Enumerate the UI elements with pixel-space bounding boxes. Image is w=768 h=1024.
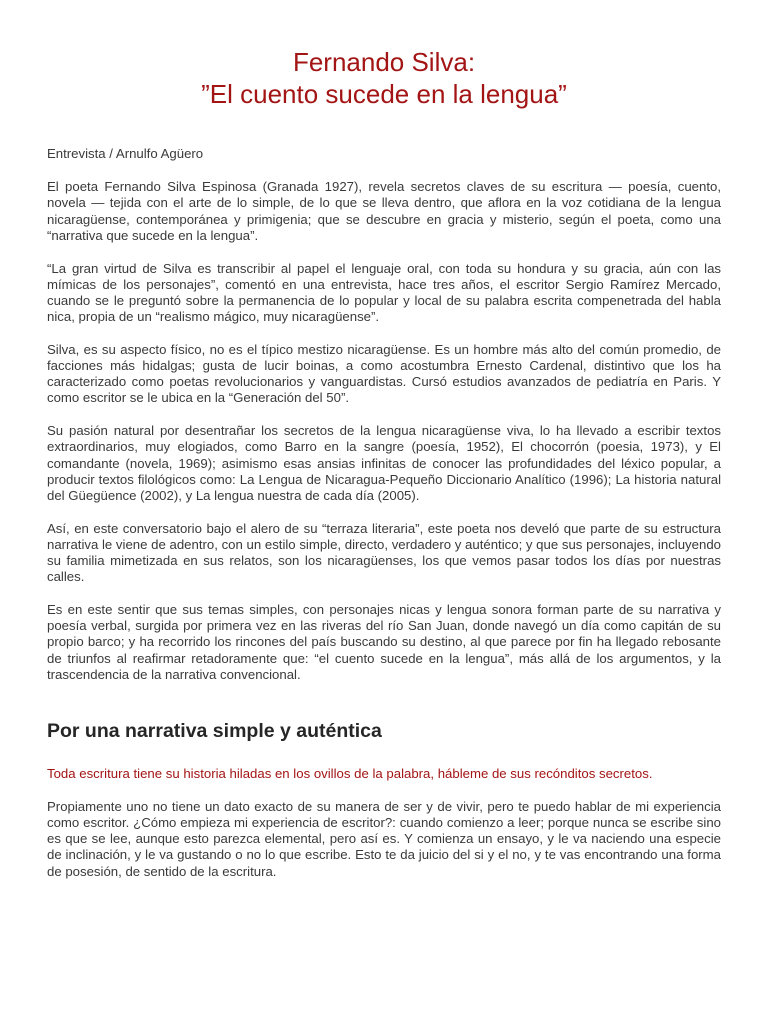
paragraph-4: Su pasión natural por desentrañar los secretos de la lengua nicaragüense viva, lo ha llevado a escribir textos extraordinarios, muy elogiados, como Barro en la sangre (poesía, 1952), El chocorrón (poesia, 1973), y El comandante (novela, 1969); asimismo esas ansias infinitas de conocer las profundidades del léxico popular, a producir textos filológicos como: La Lengua de Nicaragua-Pequeño Diccionario Analítico (1996); La historia natural del Güegüence (2002), y La lengua nuestra de cada día (2005).	[47, 423, 721, 503]
paragraph-6: Es en este sentir que sus temas simples, con personajes nicas y lengua sonora forman parte de su narrativa y poesía verbal, surgida por primera vez en las riveras del río San Juan, donde navegó un día como capitán de su propio barco; y ha recorrido los rincones del país buscando su destino, al que parece por fin ha llegado rebosante de triunfos al reafirmar retadoramente que: “el cuento sucede en la lengua”, más allá de los argumentos, y la trascendencia de la narrativa convencional.	[47, 601, 721, 682]
paragraph-5: Así, en este conversatorio bajo el alero de su “terraza literaria”, este poeta nos develó que parte de su estructura narrativa le viene de adentro, con un estilo simple, directo, verdadero y auténtico; y que sus personajes, incluyendo su familia mimetizada en sus relatos, son los nicaragüenses, los que vemos pasar todos los días por nuestras calles.	[47, 520, 721, 585]
article-body	[47, 146, 721, 896]
interview-question: Toda escritura tiene su historia hiladas en los ovillos de la palabra, hábleme de sus recónditos secretos.	[47, 765, 653, 781]
paragraph-2: “La gran virtud de Silva es transcribir al papel el lenguaje oral, con toda su hondura y su gracia, aún con las mímicas de los personajes”, comentó en una entrevista, hace tres años, el escritor Sergio Ramírez Mercado, cuando se le preguntó sobre la permanencia de lo popular y local de su palabra escrita compenetrada del habla nica, propia de un “realismo mágico, muy nicaragüense”.	[47, 260, 721, 325]
paragraph-3: Silva, es su aspecto físico, no es el típico mestizo nicaragüense. Es un hombre más alto del común promedio, de facciones más hidalgas; gusta de lucir boinas, a como acostumbra Ernesto Cardenal, distintivo que los ha caracterizado como poetas revolucionarios y vanguardistas. Cursó estudios avanzados de pediatría en Paris. Y como escritor se le ubica en la “Generación del 50”.	[47, 341, 721, 406]
paragraph-1: El poeta Fernando Silva Espinosa (Granada 1927), revela secretos claves de su escritura — poesía, cuento, novela — tejida con el arte de lo simple, de lo que se lleva dentro, que aflora en la voz cotidiana de la lengua nicaragüense, contemporánea y primigenia; que se descubre en gracia y misterio, según el poeta, como una “narrativa que sucede en la lengua”.	[47, 179, 721, 243]
section-heading: Por una narrativa simple y auténtica	[47, 719, 382, 742]
byline: Entrevista / Arnulfo Agüero	[47, 146, 204, 161]
interview-answer: Propiamente uno no tiene un dato exacto de su manera de ser y de vivir, pero te puedo hablar de mi experiencia como escritor. ¿Cómo empieza mi experiencia de escritor?: cuando comienzo a leer; porque nunca se escribe sino es que se lee, aunque esto parezca elemental, pero así es. Y comienza un ensayo, y le va naciendo una especie de inclinación, y le va gustando o no lo que escribe. Esto te da juicio del si y el no, y te vas encontrando una forma de posesión, de sentido de la escritura.	[47, 798, 721, 879]
article-title	[0, 46, 768, 110]
title-line-1: Fernando Silva:	[292, 47, 476, 77]
title-line-2: ”El cuento sucede en la lengua”	[201, 79, 567, 109]
